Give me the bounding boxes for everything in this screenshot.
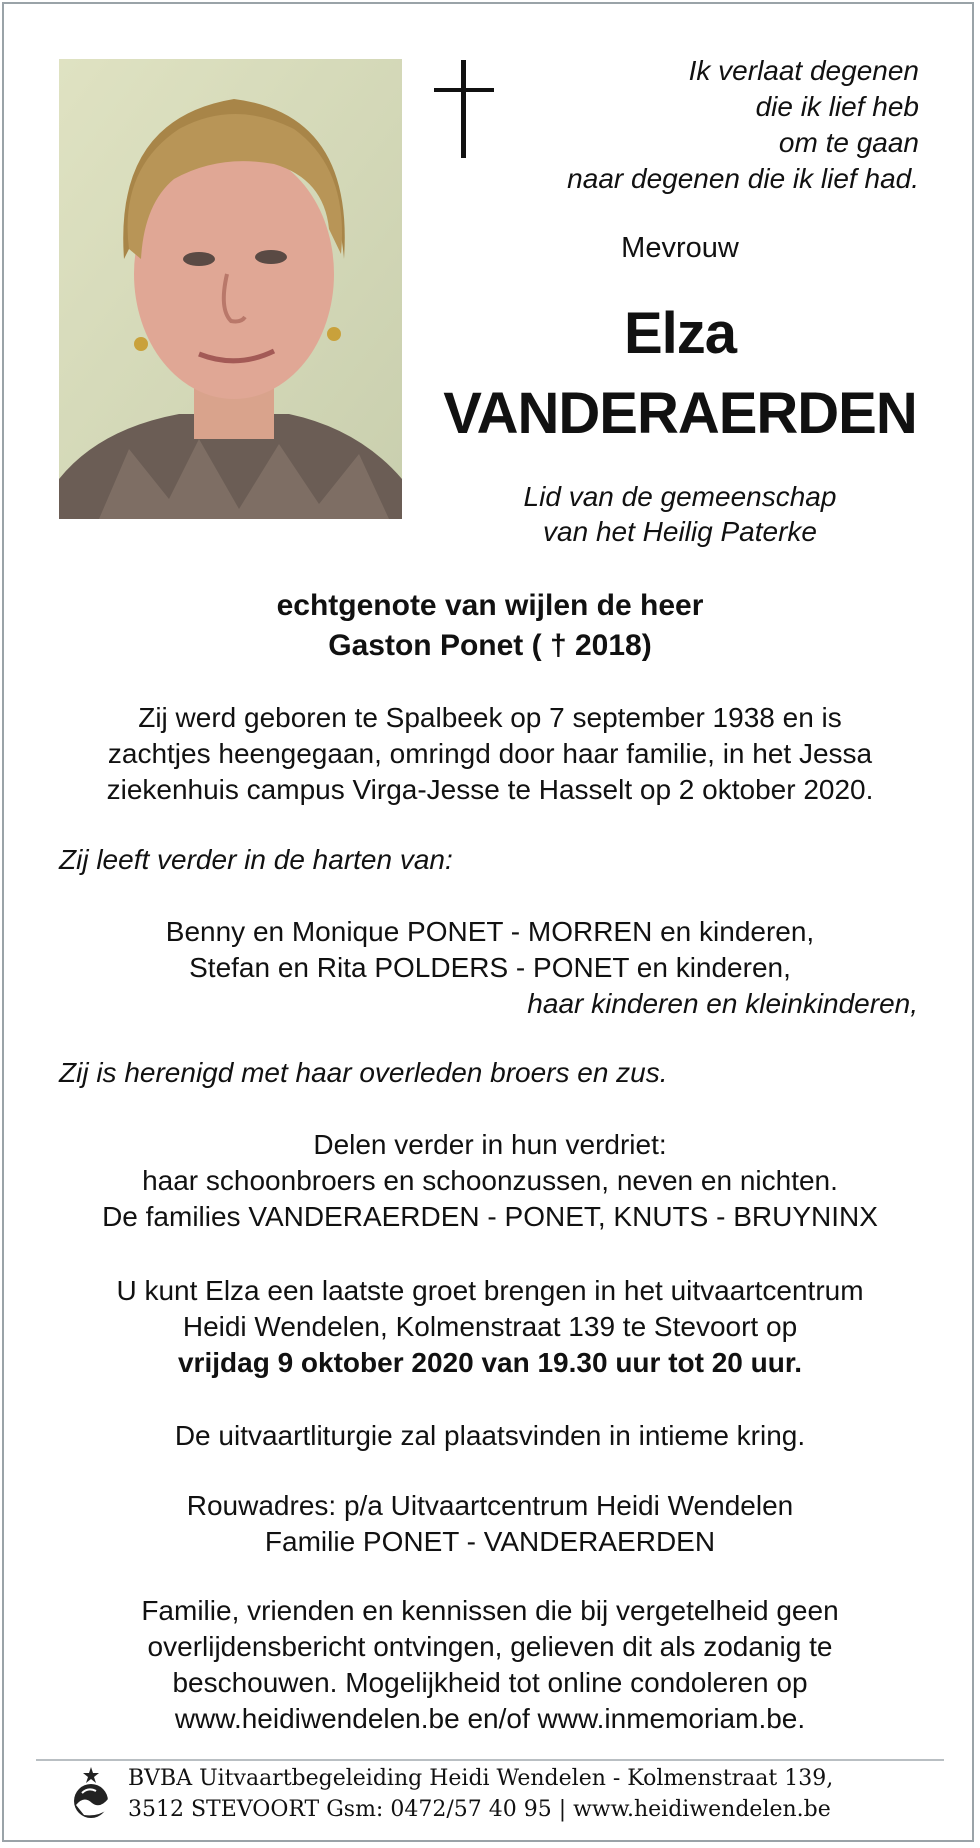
paragraph-line: U kunt Elza een laatste groet brengen in het uitvaartcentrum <box>116 1275 864 1306</box>
paragraph-line: Familie, vrienden en kennissen die bij vergetelheid geen <box>141 1595 839 1626</box>
paragraph-line: Zij werd geboren te Spalbeek op 7 september 1938 en is <box>138 702 842 733</box>
paragraph-line: De families VANDERAERDEN - PONET, KNUTS - BRUYNINX <box>102 1201 878 1232</box>
paragraph-line: Rouwadres: p/a Uitvaartcentrum Heidi Wendelen <box>186 1490 794 1521</box>
poem-line: Ik verlaat degenen <box>688 55 919 86</box>
poem-line: naar degenen die ik lief had. <box>567 163 919 194</box>
child-line: Stefan en Rita POLDERS - PONET en kinderen, <box>189 952 791 983</box>
last-name: VANDERAERDEN <box>443 381 917 446</box>
spouse-line: Gaston Ponet ( † 2018) <box>328 629 652 662</box>
visitation-datetime: vrijdag 9 oktober 2020 van 19.30 uur tot 20 uur. <box>177 1347 802 1378</box>
birth-death-paragraph <box>40 700 940 808</box>
first-name: Elza <box>623 301 737 366</box>
children-list <box>40 914 940 1022</box>
footer-line: 3512 STEVOORT Gsm: 0472/57 40 95 | www.heidiwendelen.be <box>128 1797 831 1822</box>
herenigd-text: Zij is herenigd met haar overleden broers en zus. <box>59 1057 668 1088</box>
poem-line: om te gaan <box>778 127 919 158</box>
paragraph-line: Delen verder in hun verdriet: <box>313 1129 667 1160</box>
paragraph-line: overlijdensbericht ontvingen, gelieven dit als zodanig te <box>147 1631 833 1662</box>
spouse-info <box>40 586 940 666</box>
paragraph-line: De uitvaartliturgie zal plaatsvinden in intieme kring. <box>174 1420 806 1451</box>
liturgy-text <box>40 1418 940 1454</box>
mourning-address <box>40 1488 940 1560</box>
paragraph-line: haar schoonbroers en schoonzussen, neven en nichten. <box>142 1165 838 1196</box>
leeft-verder-text: Zij leeft verder in de harten van: <box>59 844 453 875</box>
poem-line: die ik lief heb <box>755 91 919 122</box>
footer <box>128 1763 833 1825</box>
footer-divider <box>36 1759 944 1761</box>
spouse-line: echtgenote van wijlen de heer <box>276 589 704 622</box>
membership-line: Lid van de gemeenschap <box>523 481 837 512</box>
funeral-home-logo-icon <box>68 1765 114 1819</box>
visitation-paragraph <box>40 1273 940 1381</box>
paragraph-line: Heidi Wendelen, Kolmenstraat 139 te Stevoort op <box>182 1311 798 1342</box>
paragraph-line: beschouwen. Mogelijkheid tot online condoleren op <box>172 1667 808 1698</box>
poem <box>499 53 919 197</box>
paragraph-line: zachtjes heengegaan, omringd door haar familie, in het Jessa <box>107 738 873 769</box>
footer-line: BVBA Uitvaartbegeleiding Heidi Wendelen - Kolmenstraat 139, <box>128 1766 834 1791</box>
honorific: Mevrouw <box>621 232 739 264</box>
grandchildren-line: haar kinderen en kleinkinderen, <box>527 988 918 1019</box>
membership-line: van het Heilig Paterke <box>543 516 817 547</box>
paragraph-line: ziekenhuis campus Virga-Jesse te Hasselt op 2 oktober 2020. <box>106 774 874 805</box>
cross-icon <box>434 60 494 160</box>
child-line: Benny en Monique PONET - MORREN en kinderen, <box>165 916 815 947</box>
grief-paragraph <box>40 1127 940 1235</box>
paragraph-line: www.heidiwendelen.be en/of www.inmemoriam.be. <box>174 1703 806 1734</box>
portrait-photo <box>59 59 402 519</box>
condolence-note <box>40 1593 940 1737</box>
membership <box>420 479 940 549</box>
paragraph-line: Familie PONET - VANDERAERDEN <box>264 1526 716 1557</box>
